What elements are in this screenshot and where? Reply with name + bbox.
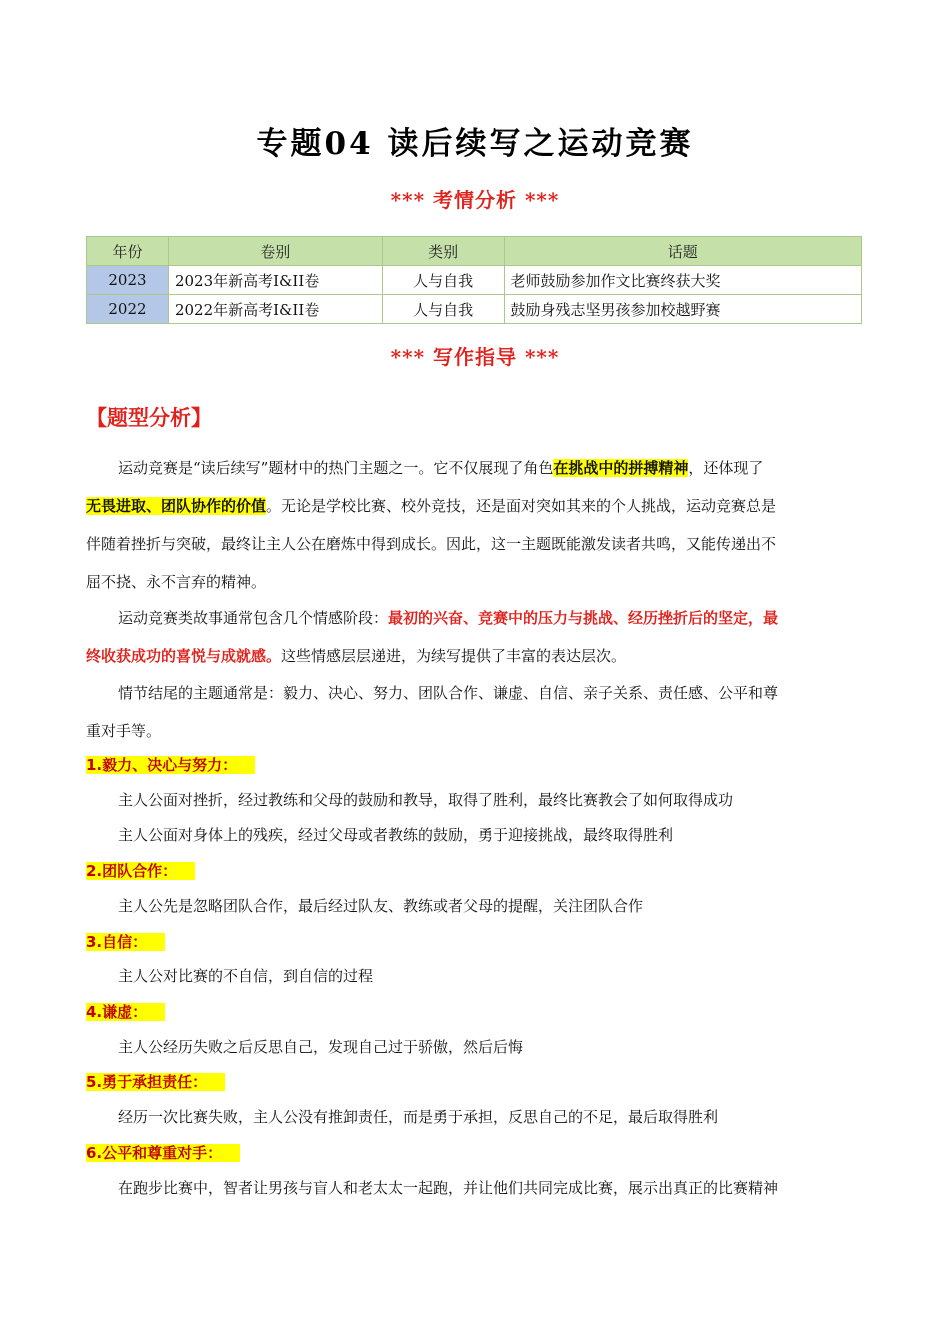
- intro-text-d: 伴随着挫折与突破，最终让主人公在磨炼中得到成长。因此，这一主题既能激发读者共鸣，又能传递出不: [86, 535, 777, 553]
- table-header-topic: 话题: [504, 237, 861, 266]
- emotion-text-a: 运动竞赛类故事通常包含几个情感阶段：: [118, 609, 389, 627]
- themes-text-a: 情节结尾的主题通常是：毅力、决心、努力、团队合作、谦虚、自信、亲子关系、责任感、公平和尊: [118, 684, 779, 702]
- theme-line: 主人公对比赛的不自信，到自信的过程: [118, 967, 374, 985]
- emotion-stages-red-1: 最初的兴奋、竞赛中的压力与挑战、经历挫折后的坚定，最: [388, 609, 779, 627]
- emotion-paragraph: [86, 599, 864, 675]
- theme-line: 主人公先是忽略团队合作，最后经过队友、教练或者父母的提醒，关注团队合作: [118, 897, 644, 915]
- table-header-year: 年份: [87, 237, 169, 266]
- table-header-category: 类别: [382, 237, 504, 266]
- intro-text-a: 运动竞赛是“读后续写”题材中的热门主题之一。它不仅展现了角色: [118, 459, 554, 477]
- theme-heading-teamwork: 2.团队合作：: [86, 860, 195, 881]
- table-row: [87, 295, 862, 324]
- table-row: [87, 266, 862, 295]
- section-heading-exam-analysis: *** 考情分析 ***: [390, 188, 560, 212]
- emotion-text-b: 这些情感层层递进，为续写提供了丰富的表达层次。: [281, 647, 627, 665]
- theme-line: 主人公面对身体上的残疾，经过父母或者教练的鼓励，勇于迎接挑战，最终取得胜利: [118, 826, 674, 844]
- table-cell-paper: 2023年新高考I&II卷: [168, 266, 382, 295]
- table-header-paper: 卷别: [168, 237, 382, 266]
- theme-line: 在跑步比赛中，智者让男孩与盲人和老太太一起跑，并让他们共同完成比赛，展示出真正的比赛精神: [118, 1179, 779, 1197]
- themes-text-b: 重对手等。: [86, 722, 162, 740]
- exam-table: [86, 236, 862, 324]
- intro-paragraph: [86, 449, 864, 601]
- theme-heading-confidence: 3.自信：: [86, 931, 165, 952]
- table-cell-topic: 鼓励身残志坚男孩参加校越野赛: [504, 295, 861, 324]
- table-cell-category: 人与自我: [382, 266, 504, 295]
- theme-heading-perseverance: 1.毅力、决心与努力：: [86, 754, 255, 775]
- theme-heading-fairness: 6.公平和尊重对手：: [86, 1142, 240, 1163]
- theme-heading-modesty: 4.谦虚：: [86, 1001, 165, 1022]
- themes-paragraph: [86, 674, 864, 750]
- theme-line: 主人公面对挫折，经过教练和父母的鼓励和教导，取得了胜利，最终比赛教会了如何取得成功: [118, 791, 734, 809]
- highlight-team-value: 无畏进取、团队协作的价值: [86, 497, 267, 515]
- theme-line: 经历一次比赛失败，主人公没有推卸责任，而是勇于承担，反思自己的不足，最后取得胜利: [118, 1108, 719, 1126]
- analysis-heading: 【题型分析】: [86, 406, 212, 430]
- theme-heading-responsibility: 5.勇于承担责任：: [86, 1071, 225, 1092]
- intro-text-e: 屈不挠、永不言弃的精神。: [86, 573, 267, 591]
- page-title: 专题04 读后续写之运动竞赛: [256, 126, 694, 162]
- table-cell-category: 人与自我: [382, 295, 504, 324]
- highlight-struggle-spirit: 在挑战中的拼搏精神: [553, 459, 689, 477]
- table-cell-paper: 2022年新高考I&II卷: [168, 295, 382, 324]
- section-heading-writing-guide: *** 写作指导 ***: [390, 345, 560, 369]
- emotion-stages-red-2: 终收获成功的喜悦与成就感。: [86, 647, 282, 665]
- intro-text-b: ，还体现了: [688, 459, 764, 477]
- table-cell-year: 2022: [87, 295, 169, 324]
- intro-text-c: 。无论是学校比赛、校外竞技，还是面对突如其来的个人挑战，运动竞赛总是: [266, 497, 777, 515]
- table-cell-topic: 老师鼓励参加作文比赛终获大奖: [504, 266, 861, 295]
- theme-line: 主人公经历失败之后反思自己，发现自己过于骄傲，然后后悔: [118, 1038, 524, 1056]
- table-header-row: [87, 237, 862, 266]
- table-cell-year: 2023: [87, 266, 169, 295]
